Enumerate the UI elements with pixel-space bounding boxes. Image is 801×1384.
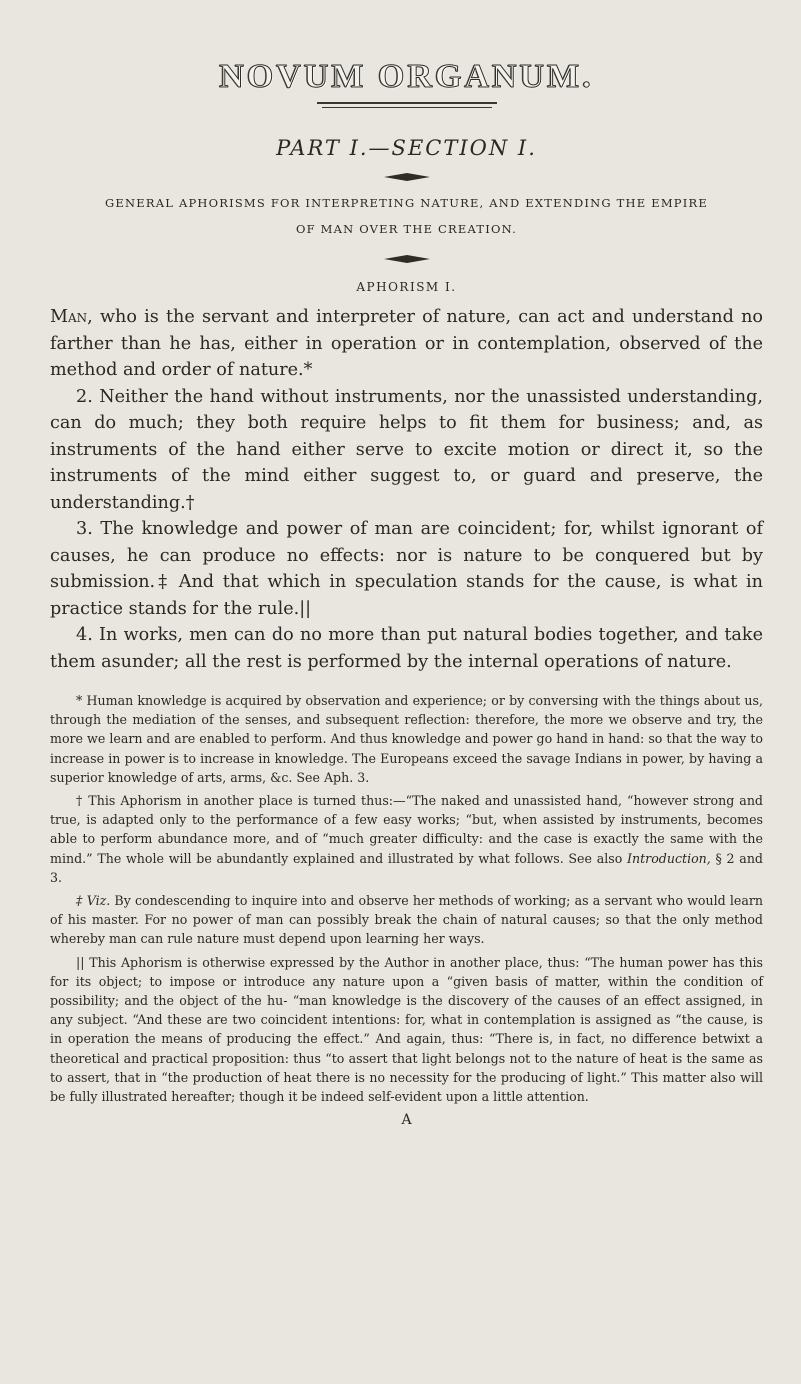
aphorism-1 [50,304,763,384]
aphorism-4: 4. In works, men can do no more than put natural bodies together, and take them asunder; all the rest is performed by the internal operations of nature. [50,625,763,672]
main-text [50,304,763,675]
footnote-3-viz: ‡ Viz. [76,893,111,909]
footnotes [50,691,763,1106]
section-subtitle [50,190,763,242]
aphorism-1-lead: Man, [50,307,93,327]
footnote-3 [50,891,763,949]
footnote-2-ref: Introduction, [627,850,711,866]
part-heading: PART I.—SECTION I. [276,136,537,160]
aphorism-heading: APHORISM I. [356,280,457,294]
footnote-1: * Human knowledge is acquired by observation and experience; or by conversing with the things about us, through the mediation of the senses, and subsequent reflection: therefore, the more we observe and try, the more we learn and are enabled to perform. And thus knowledge and power go hand in hand: so that the way to increase in power is to increase in knowledge. The Europeans exceed the savage Indians in power, by having a superior knowledge of arts, arms, &c. See Aph. 3. [50,693,763,785]
signature-mark: A [401,1112,412,1129]
title-rule [317,102,497,104]
title-rule-thin [322,107,492,108]
ornament-icon [384,254,430,264]
subtitle-line-1: GENERAL APHORISMS FOR INTERPRETING NATURE, AND EXTENDING THE EMPIRE [105,196,708,210]
footnote-4: || This Aphorism is otherwise expressed by the Author in another place, thus: “The human power has this for its object; to impose or introduce any nature upon a “given basis of matter, within the condition of possibility; and the object of the hu- “man knowledge is the discovery of the causes of an effect assigned, in any subject. “And these are two coincident intentions: for, what in contemplation is assigned as “the cause, is in operation the means of producing the effect.” And again, thus: “There is, in fact, no difference betwixt a theoretical and practical proposition: thus “to assert that light belongs not to the nature of heat is the same as to assert, that in “the production of heat there is no necessity for the producing of light.” This matter also will be fully illustrated hereafter; though it be indeed self-evident upon a little attention. [50,954,763,1105]
ornament-icon [384,172,430,182]
footnote-2-text: † This Aphorism in another place is turned thus:—“The naked and unassisted hand, “however strong and true, is adapted only to the performance of a few easy works; “but, when assisted by instruments, becomes able to perform abundance more, and of “much greater difficulty: and the case is exactly the same with the mind.” The whole will be abundantly explained and illustrated by what follows. See also [50,793,763,866]
aphorism-2: 2. Neither the hand without instruments, nor the unassisted understanding, can do much; they both require helps to fit them for business; and, as instruments of the hand either serve to excite motion or direct it, so the instruments of the mind either suggest to, or guard and preserve, the understanding.† [50,386,763,513]
book-title: NOVUM ORGANUM. [219,58,594,95]
footnote-2-tail: § 2 and 3. [50,850,763,885]
footnote-3-text: By condescending to inquire into and observe her methods of working; as a servant who would learn of his master. For no power of man can possibly break the chain of natural causes; so that the only method whereby man can rule nature must depend upon learning her ways. [50,893,763,947]
aphorism-1-text: who is the servant and interpreter of nature, can act and understand no farther than he has, either in operation or in contemplation, observed of the method and order of nature.* [50,307,763,380]
aphorism-3: 3. The knowledge and power of man are coincident; for, whilst ignorant of causes, he can produce no effects: nor is nature to be conquered but by submission.‡ And that which in speculation stands for the cause, is what in practice stands for the rule.|| [50,519,763,619]
footnote-2 [50,791,763,887]
subtitle-line-2: OF MAN OVER THE CREATION. [295,222,517,236]
